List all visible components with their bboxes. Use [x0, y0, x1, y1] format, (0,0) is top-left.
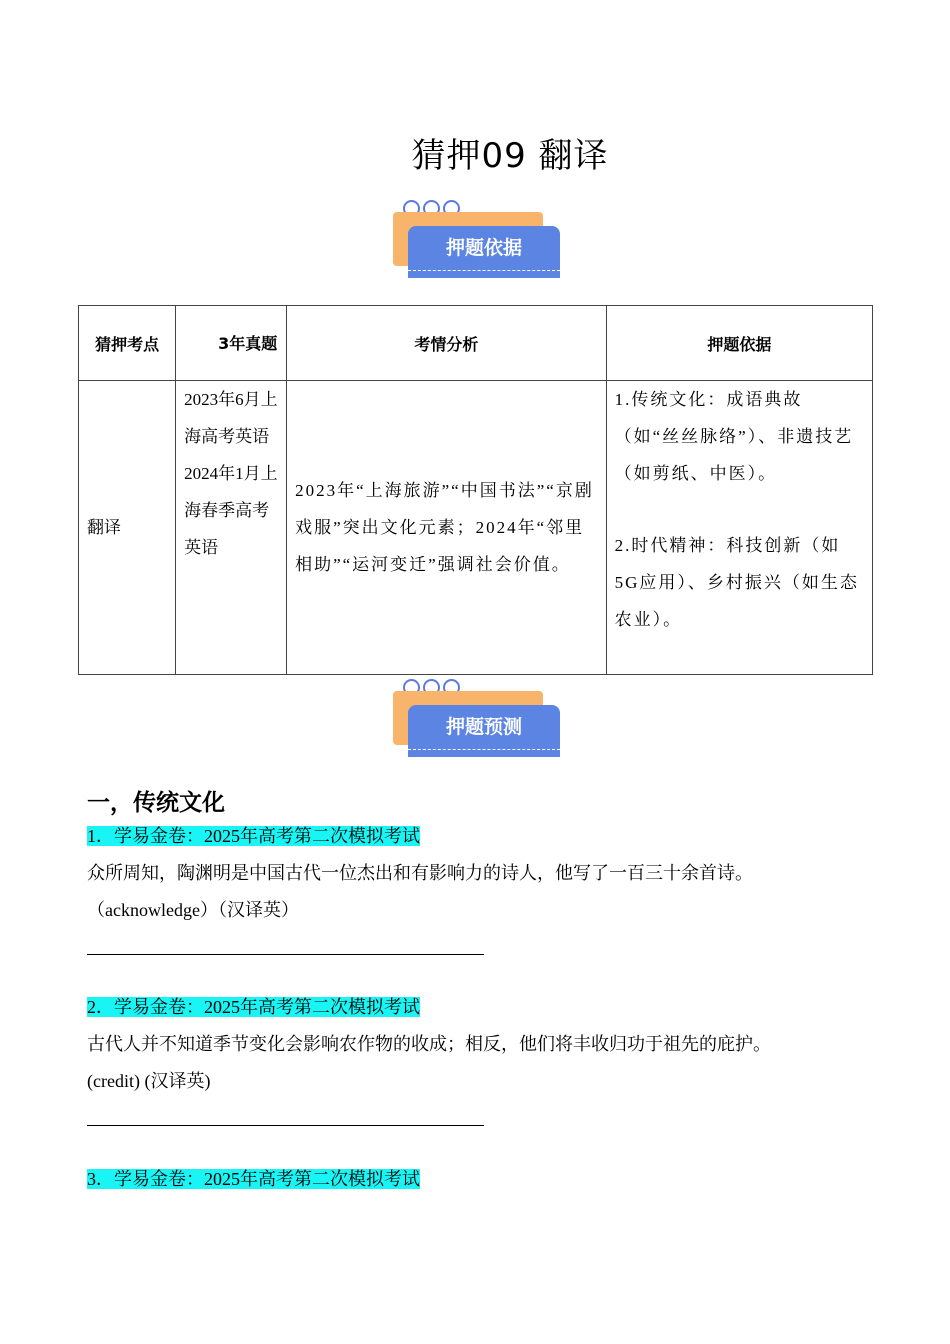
question-1-text: 众所周知，陶渊明是中国古代一位杰出和有影响力的诗人，他写了一百三十余首诗。	[87, 863, 753, 883]
table-header-row	[79, 306, 873, 381]
header-basis: 押题依据	[606, 306, 872, 381]
badge-forecast	[393, 679, 563, 759]
question-2-source-text: 2．学易金卷：2025年高考第二次模拟考试	[87, 997, 420, 1017]
exam-item: 2023年6月上海高考英语	[184, 390, 278, 446]
header-analysis: 考情分析	[287, 306, 607, 381]
cell-analysis: 2023年“上海旅游”“中国书法”“京剧戏服”突出文化元素；2024年“邻里相助”“运河变迁”强调社会价值。	[287, 381, 607, 675]
cell-topic: 翻译	[79, 381, 176, 675]
question-2-text: 古代人并不知道季节变化会影响农作物的收成；相反，他们将丰收归功于祖先的庇护。	[87, 1034, 771, 1054]
cell-basis	[606, 381, 872, 675]
badge-forecast-label: 押题预测	[408, 705, 560, 749]
cell-exams	[176, 381, 287, 675]
answer-line-2[interactable]	[87, 1125, 484, 1126]
section-title: 一，传统文化	[87, 790, 225, 816]
table-row	[79, 381, 873, 675]
question-1-source-text: 1．学易金卷：2025年高考第二次模拟考试	[87, 826, 420, 846]
question-2-source	[87, 994, 420, 1020]
header-exams	[176, 306, 287, 381]
badge-basis	[393, 200, 563, 280]
question-2-hint: (credit) (汉译英)	[87, 1071, 211, 1091]
basis-point-1: 1.传统文化：成语典故（如“丝丝脉络”）、非遗技艺（如剪纸、中医）。	[614, 390, 854, 483]
exam-item: 2024年1月上海春季高考英语	[184, 464, 278, 557]
question-1-source	[87, 823, 420, 849]
header-topic: 猜押考点	[79, 306, 176, 381]
page-title: 猜押09 翻译	[411, 136, 609, 176]
header-exams-text: 3年真题	[218, 333, 278, 353]
answer-line-1[interactable]	[87, 954, 484, 955]
question-3-source	[87, 1166, 420, 1192]
badge-basis-label: 押题依据	[408, 226, 560, 270]
question-3-source-text: 3．学易金卷：2025年高考第二次模拟考试	[87, 1169, 420, 1189]
basis-point-2: 2.时代精神：科技创新（如5G应用）、乡村振兴（如生态农业）。	[614, 536, 859, 629]
info-table	[78, 305, 873, 675]
question-1-hint: （acknowledge）（汉译英）	[87, 900, 299, 920]
